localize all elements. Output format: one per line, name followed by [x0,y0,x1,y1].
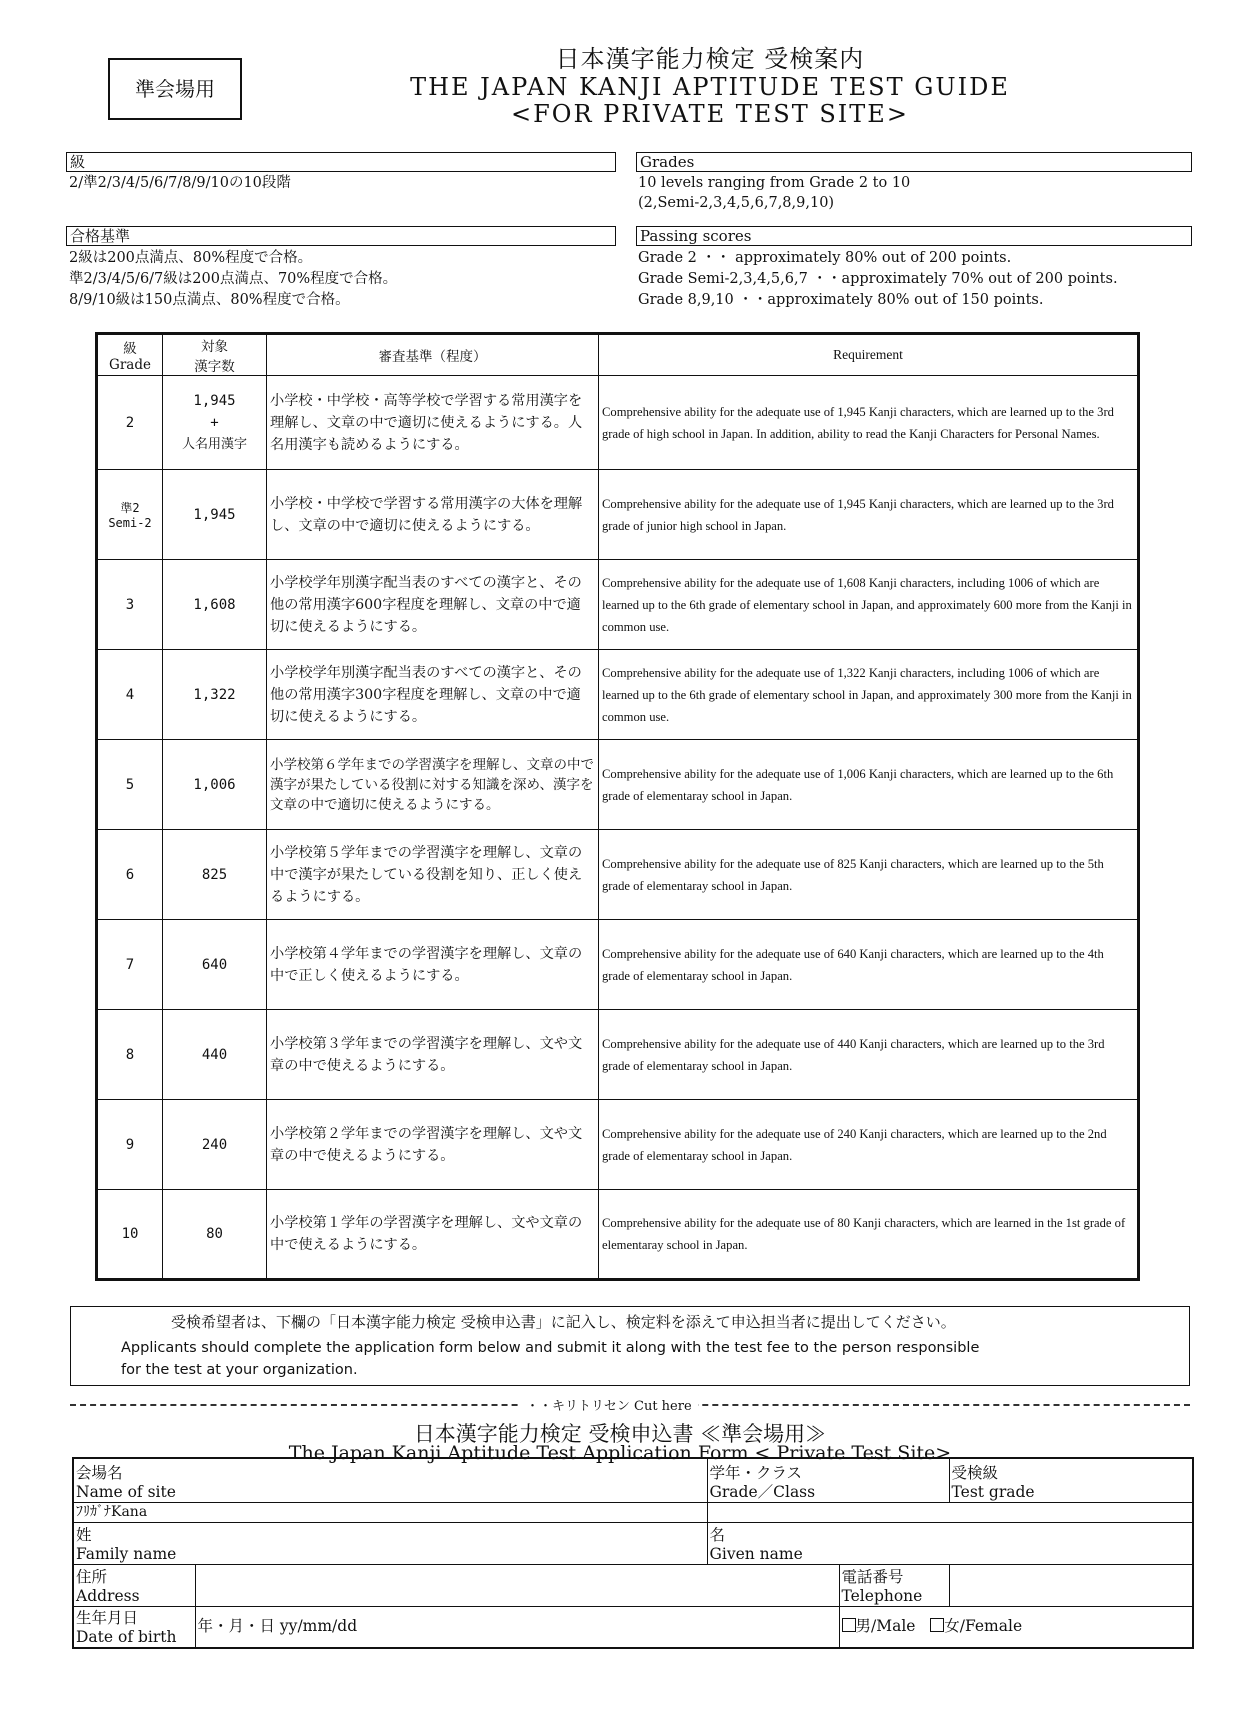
notice-box [70,1306,1190,1386]
label-dob: 生年月日 Date of birth [73,1606,195,1648]
header-grade: 級 Grade [97,334,163,376]
table-row [97,830,1139,920]
form-title-en: The Japan Kanji Aptitude Test Application Form < Private Test Site> [288,1442,952,1464]
header-criteria: 審査基準（程度） [267,334,599,376]
cell-grade: 6 [97,830,163,920]
label-given-en: Given name [709,1544,803,1563]
passing-en-label: Passing scores [636,226,1192,246]
cell-grade: 7 [97,920,163,1010]
site-badge: 準会場用 [108,58,242,120]
grades-en-line1: 10 levels ranging from Grade 2 to 10 [638,175,911,191]
table-row [97,470,1139,560]
page-title [260,46,1160,129]
table-row [97,376,1139,470]
passing-ja-line3: 8/9/10級は150点満点、80%程度で合格。 [69,292,350,308]
label-given-ja: 名 [709,1525,726,1544]
cell-requirement: Comprehensive ability for the adequate use of 440 Kanji characters, which are learned up to the 3rd grade of elementaray school in Japan. [599,1010,1139,1100]
field-dob[interactable] [195,1606,839,1648]
passing-en-line3: Grade 8,9,10 ・・approximately 80% out of 150 points. [638,292,1044,308]
female-checkbox[interactable] [930,1618,944,1632]
passing-en-line2: Grade Semi-2,3,4,5,6,7 ・・approximately 70% out of 200 points. [638,271,1118,287]
cut-label: ・・キリトリセン Cut here [520,1395,698,1414]
label-site-en: Name of site [76,1482,176,1501]
cell-requirement: Comprehensive ability for the adequate use of 1,006 Kanji characters, which are learned up to the 6th grade of elementaray school in Japan. [599,740,1139,830]
grades-ja-label: 級 [66,152,616,172]
title-ja: 日本漢字能力検定 受検案内 [555,45,865,73]
cell-count: 640 [163,920,267,1010]
field-site-name[interactable] [73,1458,707,1502]
male-checkbox[interactable] [842,1618,856,1632]
cell-requirement: Comprehensive ability for the adequate use of 1,945 Kanji characters, which are learned up to the 3rd grade of junior high school in Japan. [599,470,1139,560]
cell-criteria: 小学校第５学年までの学習漢字を理解し、文章の中で漢字が果たしている役割を知り、正しく使えるようにする。 [267,830,599,920]
label-grade-ja: 受検級 [951,1463,999,1482]
cell-criteria: 小学校第２学年までの学習漢字を理解し、文や文章の中で使えるようにする。 [267,1100,599,1190]
cell-requirement: Comprehensive ability for the adequate use of 80 Kanji characters, which are learned in the 1st grade of elementaray school in Japan. [599,1190,1139,1280]
field-kana-family[interactable]: ﾌﾘｶﾞﾅKana [73,1502,707,1522]
cell-criteria: 小学校第６学年までの学習漢字を理解し、文章の中で漢字が果たしている役割に対する知識を深め、漢字を文章の中で適切に使えるようにする。 [267,740,599,830]
cell-count: 1,608 [163,560,267,650]
table-row [97,740,1139,830]
field-test-grade[interactable] [949,1458,1193,1502]
cell-grade: 5 [97,740,163,830]
field-phone[interactable] [949,1564,1193,1606]
table-row [97,650,1139,740]
form-title-ja: 日本漢字能力検定 受検申込書 ≪準会場用≫ [413,1422,827,1446]
grades-en-label: Grades [636,152,1192,172]
cell-count: 240 [163,1100,267,1190]
cell-criteria: 小学校第３学年までの学習漢字を理解し、文や文章の中で使えるようにする。 [267,1010,599,1100]
label-class-ja: 学年・クラス [709,1463,803,1482]
notice-ja: 受検希望者は、下欄の「日本漢字能力検定 受検申込書」に記入し、検定料を添えて申込担当者に提出してください。 [171,1313,956,1331]
cell-count: 1,945 [163,470,267,560]
cell-requirement: Comprehensive ability for the adequate use of 1,945 Kanji characters, which are learned up to the 3rd grade of high school in Japan. In addition, ability to read the Kanji Characters for Personal Names. [599,376,1139,470]
cell-grade: 8 [97,1010,163,1100]
cell-grade: 準2 Semi-2 [97,470,163,560]
cell-grade: 9 [97,1100,163,1190]
cell-count: 1,945 + 人名用漢字 [163,376,267,470]
field-grade-class[interactable] [707,1458,949,1502]
title-en: THE JAPAN KANJI APTITUDE TEST GUIDE [410,72,1010,101]
cell-criteria: 小学校・中学校で学習する常用漢字の大体を理解し、文章の中で適切に使えるようにする。 [267,470,599,560]
table-header-row [97,334,1139,376]
application-form [72,1457,1194,1649]
table-row [97,1190,1139,1280]
title-en-sub: <FOR PRIVATE TEST SITE> [511,100,909,129]
table-row [97,920,1139,1010]
cell-criteria: 小学校・中学校・高等学校で学習する常用漢字を理解し、文章の中で適切に使えるようにする。人名用漢字も読めるようにする。 [267,376,599,470]
cell-count: 80 [163,1190,267,1280]
cell-criteria: 小学校学年別漢字配当表のすべての漢字と、その他の常用漢字300字程度を理解し、文章の中で適切に使えるようにする。 [267,650,599,740]
label-site-ja: 会場名 [76,1463,123,1482]
cell-criteria: 小学校第４学年までの学習漢字を理解し、文章の中で正しく使えるようにする。 [267,920,599,1010]
field-kana-given[interactable] [707,1502,1193,1522]
label-class-en: Grade／Class [709,1482,816,1501]
cell-count: 1,006 [163,740,267,830]
passing-ja-label: 合格基準 [66,226,616,246]
label-address: 住所 Address [73,1564,195,1606]
field-gender [839,1606,1193,1648]
field-given-name[interactable] [707,1522,1193,1564]
cell-count: 825 [163,830,267,920]
notice-en-line1: Applicants should complete the application form below and submit it along with the test fee to the person responsible [121,1340,980,1356]
cell-requirement: Comprehensive ability for the adequate use of 240 Kanji characters, which are learned up to the 2nd grade of elementaray school in Japan. [599,1100,1139,1190]
grades-ja-text: 2/準2/3/4/5/6/7/8/9/10の10段階 [69,175,291,191]
cell-requirement: Comprehensive ability for the adequate use of 825 Kanji characters, which are learned up to the 5th grade of elementaray school in Japan. [599,830,1139,920]
header-requirement: Requirement [599,334,1139,376]
dob-format: 年・月・日 yy/mm/dd [197,1617,358,1636]
table-row [97,1100,1139,1190]
passing-en-line1: Grade 2 ・・ approximately 80% out of 200 points. [638,250,1012,266]
passing-ja-line1: 2級は200点満点、80%程度で合格。 [69,250,313,266]
cell-grade: 2 [97,376,163,470]
cell-count: 440 [163,1010,267,1100]
field-family-name[interactable] [73,1522,707,1564]
female-label: 女/Female [944,1617,1023,1636]
cell-criteria: 小学校学年別漢字配当表のすべての漢字と、その他の常用漢字600字程度を理解し、文章の中で適切に使えるようにする。 [267,560,599,650]
cell-grade: 10 [97,1190,163,1280]
field-address[interactable] [195,1564,839,1606]
table-row [97,1010,1139,1100]
notice-en-line2: for the test at your organization. [121,1362,358,1378]
cell-grade: 4 [97,650,163,740]
requirement-table [95,332,1140,1281]
header-count: 対象 漢字数 [163,334,267,376]
male-label: 男/Male [855,1617,916,1636]
table-row [97,560,1139,650]
label-grade-en: Test grade [951,1482,1035,1501]
cell-grade: 3 [97,560,163,650]
cell-requirement: Comprehensive ability for the adequate use of 640 Kanji characters, which are learned up to the 4th grade of elementaray school in Japan. [599,920,1139,1010]
cell-requirement: Comprehensive ability for the adequate use of 1,608 Kanji characters, including 1006 of which are learned up to the 6th grade of elementary school in Japan, and approximately 600 more from the Kanji in common use. [599,560,1139,650]
label-family-ja: 姓 [76,1525,92,1544]
label-family-en: Family name [76,1544,177,1563]
cell-criteria: 小学校第１学年の学習漢字を理解し、文や文章の中で使えるようにする。 [267,1190,599,1280]
cell-count: 1,322 [163,650,267,740]
grades-en-line2: (2,Semi-2,3,4,5,6,7,8,9,10) [638,195,835,211]
label-phone: 電話番号 Telephone [839,1564,949,1606]
cell-requirement: Comprehensive ability for the adequate use of 1,322 Kanji characters, including 1006 of which are learned up to the 6th grade of elementary school in Japan, and approximately 300 more from the Kanji in common use. [599,650,1139,740]
passing-ja-line2: 準2/3/4/5/6/7級は200点満点、70%程度で合格。 [69,271,398,287]
